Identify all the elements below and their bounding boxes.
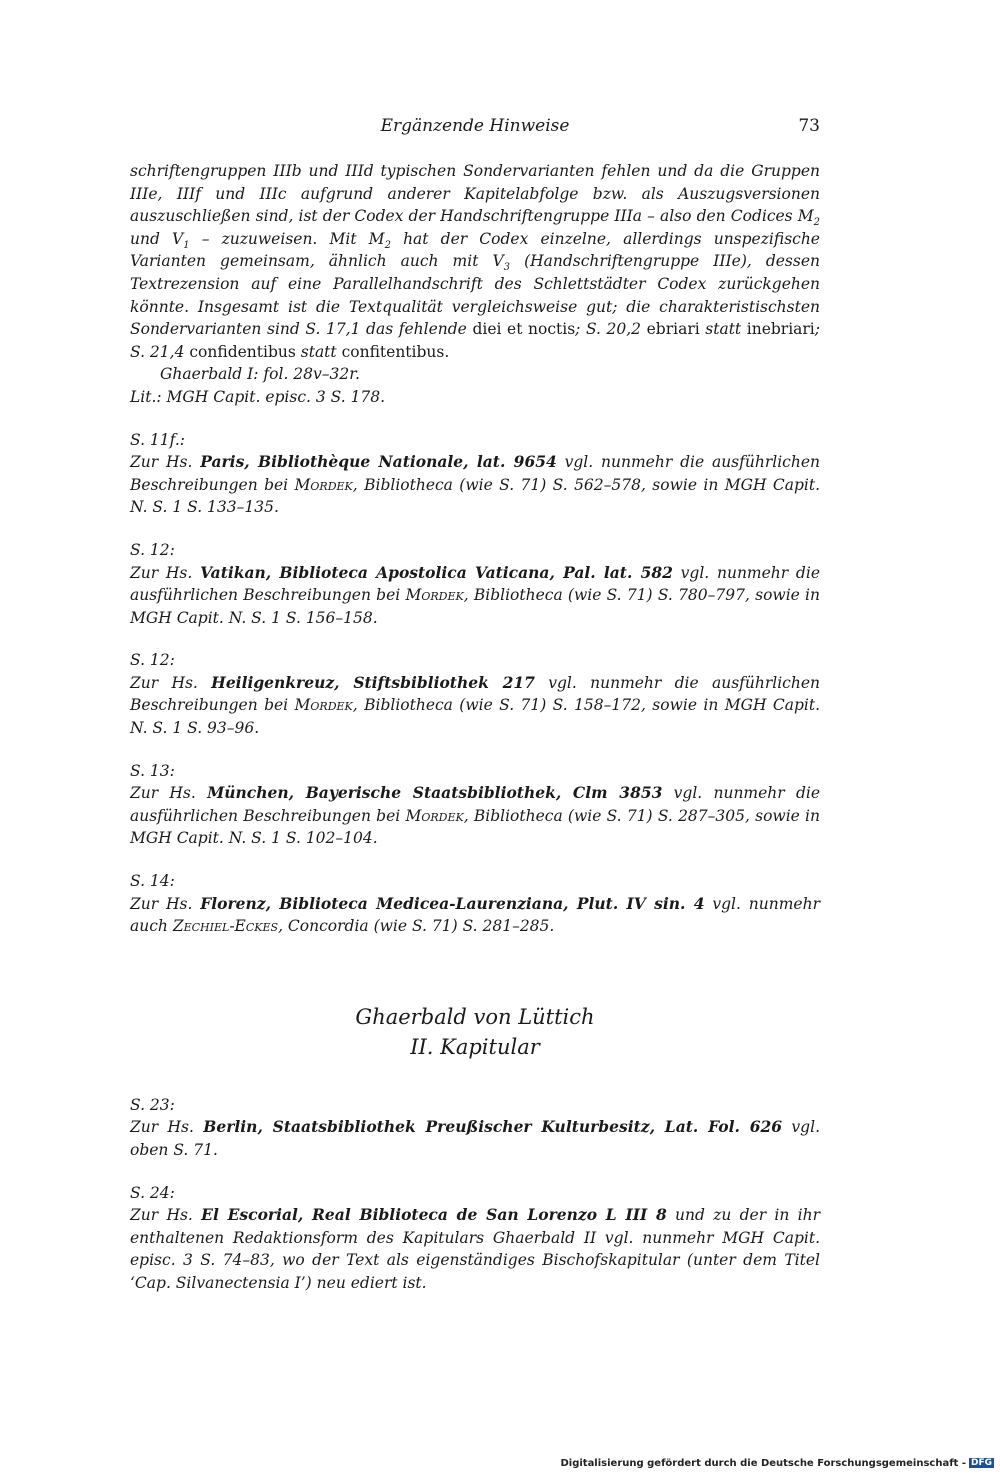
note-entry [130,1094,820,1162]
entry-text: Zur Hs. Florenz, Biblioteca Medicea-Laurenziana, Plut. IV sin. 4 vgl. nunmehr auch Zechiel-Eckes, Concordia (wie S. 71) S. 281–285. [130,893,820,936]
entry-text: Zur Hs. Paris, Bibliothèque Nationale, lat. 9654 vgl. nunmehr die ausführlichen Beschreibungen bei Mordek, Bibliotheca (wie S. 71) S. 562–578, sowie in MGH Capit. N. S. 1 S. 133–135. [130,452,820,517]
author-name: Zechiel-Eckes [172,917,279,936]
page-content [130,160,820,1295]
manuscript-name: Heiligenkreuz, Stiftsbibliothek 217 [211,672,535,692]
intro-paragraph: schriftengruppen IIIb und IIId typischen Sondervarianten fehlen und da die Gruppen IIIe, IIIf und IIIc aufgrund anderer Kapitelabfolge bzw. als Auszugsversionen auszuschließen sind, ist der Codex der Handschriftengruppe IIIa – also den Codices $M_2$ und $V_1$ – zuzuweisen. Mit $M_2$ hat der Codex einzelne, allerdings unspezifische Varianten gemeinsam, ähnlich auch mit $V_3$ (Handschriftengruppe IIIe), dessen Textrezension auf eine Parallelhandschrift des Schlettstädter Codex zurückgehen könnte. Insgesamt ist die Textqualität vergleichsweise gut; die charakteristischsten Sondervarianten sind S. 17,1 das fehlende diei et noctis; S. 20,2 ebriari statt inebriari; S. 21,4 confidentibus statt confitentibus. [130,162,820,361]
author-name: Mordek [405,806,464,825]
entry-label: S. 12: [130,540,175,559]
note-entry [130,429,820,519]
entry-text: Zur Hs. El Escorial, Real Biblioteca de San Lorenzo L III 8 und zu der in ihr enthaltenen Redaktionsform des Kapitulars Ghaerbald II vgl. nunmehr MGH Capit. episc. 3 S. 74–83, wo der Text als eigenständiges Bischofskapitular (unter dem Titel ‘Cap. Silvanectensia I’) neu ediert ist. [130,1205,820,1292]
entry-text: Zur Hs. Berlin, Staatsbibliothek Preußischer Kulturbesitz, Lat. Fol. 626 vgl. oben S. 71. [130,1117,820,1159]
section-subtitle: II. Kapitular [410,1034,540,1059]
entry-text: Zur Hs. Heiligenkreuz, Stiftsbibliothek 217 vgl. nunmehr die ausführlichen Beschreibungen bei Mordek, Bibliotheca (wie S. 71) S. 158–172, sowie in MGH Capit. N. S. 1 S. 93–96. [130,672,821,738]
funding-footer [560,1458,994,1469]
running-title: Ergänzende Hinweise [380,116,570,136]
literature-line: Lit.: MGH Capit. episc. 3 S. 178. [130,387,386,406]
note-entry [130,870,820,938]
manuscript-name: Berlin, Staatsbibliothek Preußischer Kulturbesitz, Lat. Fol. 626 [203,1117,783,1137]
funding-text: Digitalisierung gefördert durch die Deutsche Forschungsgemeinschaft - [560,1458,966,1469]
note-entry [130,760,820,850]
entry-label: S. 12: [130,651,175,670]
author-name: Mordek [294,475,353,494]
dfg-logo: DFG [970,1458,992,1468]
note-entry [130,1182,820,1295]
entry-label: S. 11f.: [130,430,185,449]
page-header [130,116,820,140]
manuscript-name: München, Bayerische Staatsbibliothek, Clm 3853 [207,783,663,803]
folio-line: Ghaerbald I: fol. 28v–32r. [160,365,360,384]
author-name: Mordek [294,696,353,715]
entry-label: S. 13: [130,761,175,780]
note-entry [130,649,820,739]
entry-label: S. 14: [130,872,175,891]
manuscript-name: Paris, Bibliothèque Nationale, lat. 9654 [200,452,557,472]
note-entry [130,539,820,629]
entry-label: S. 24: [130,1183,175,1202]
entry-text: Zur Hs. Vatikan, Biblioteca Apostolica Vaticana, Pal. lat. 582 vgl. nunmehr die ausführlichen Beschreibungen bei Mordek, Bibliotheca (wie S. 71) S. 780–797, sowie in MGH Capit. N. S. 1 S. 156–158. [130,562,820,627]
manuscript-name: El Escorial, Real Biblioteca de San Lorenzo L III 8 [201,1205,667,1225]
page-number: 73 [798,116,820,136]
author-name: Mordek [405,586,464,605]
section-heading [130,1002,820,1062]
section-title: Ghaerbald von Lüttich [355,1004,595,1029]
manuscript-name: Florenz, Biblioteca Medicea-Laurenziana, Plut. IV sin. 4 [200,893,705,913]
entry-label: S. 23: [130,1095,175,1114]
manuscript-name: Vatikan, Biblioteca Apostolica Vaticana, Pal. lat. 582 [200,562,673,582]
entry-text: Zur Hs. München, Bayerische Staatsbibliothek, Clm 3853 vgl. nunmehr die ausführlichen Beschreibungen bei Mordek, Bibliotheca (wie S. 71) S. 287–305, sowie in MGH Capit. N. S. 1 S. 102–104. [130,783,820,848]
